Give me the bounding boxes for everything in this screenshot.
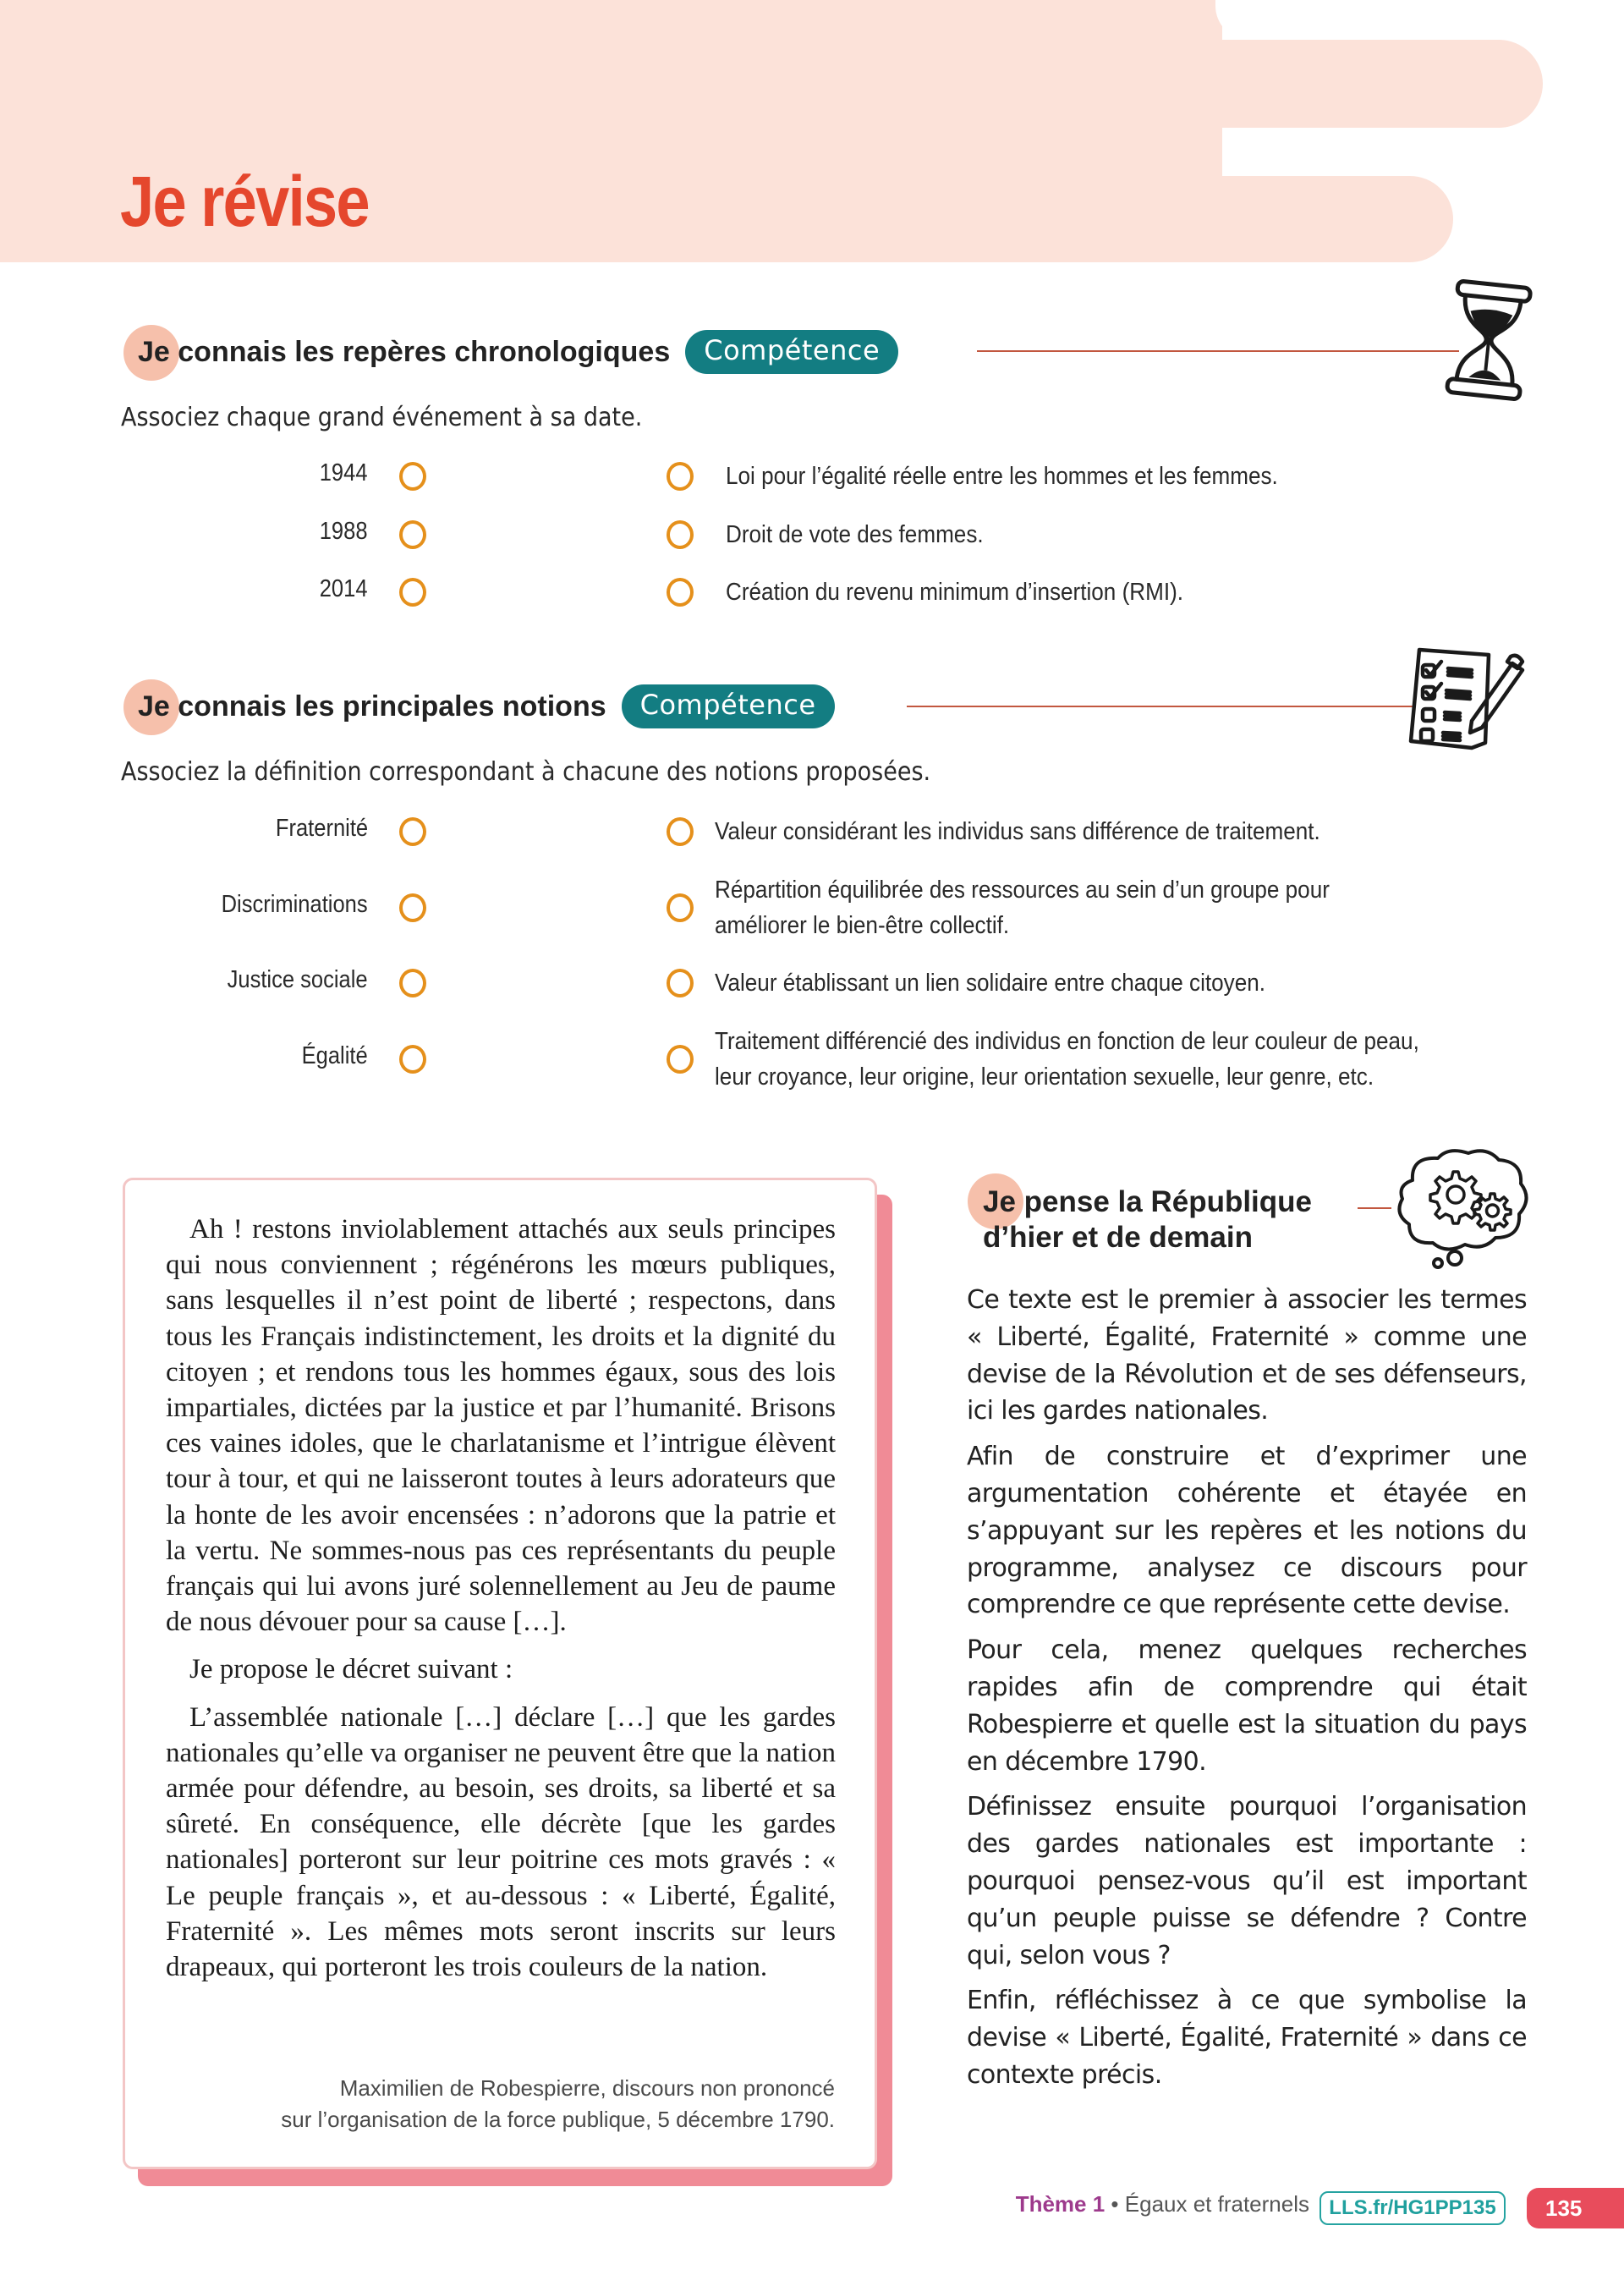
definition-anchor-ring[interactable] (667, 817, 694, 846)
body-paragraph: Définissez ensuite pourquoi l’organisation des gardes nationales est importante : pourquoi pensez-vous qu’il est important qu’un peuple puisse se défendre ? Contre qui, selon vous ? (967, 1792, 1527, 1970)
event-anchor-ring[interactable] (667, 462, 694, 491)
heading-prefix: Je (138, 335, 170, 368)
instruction-notions: Associez la définition correspondant à chacune des notions proposées. (121, 757, 931, 787)
definition-line: leur croyance, leur origine, leur orientation sexuelle, leur genre, etc. (715, 1063, 1374, 1091)
quote-source-line: Maximilien de Robespierre, discours non prononcé (339, 2075, 835, 2101)
definition-line: Valeur établissant un lien solidaire entre chaque citoyen. (715, 970, 1265, 997)
date-label: 1988 (320, 518, 368, 545)
notion-anchor-ring[interactable] (399, 817, 426, 846)
event-anchor-ring[interactable] (667, 520, 694, 549)
competence-badge: Compétence (685, 330, 898, 374)
definition-text (715, 814, 1320, 849)
date-label: 1944 (320, 459, 368, 486)
section-rule (907, 706, 1414, 707)
competence-badge: Compétence (622, 684, 835, 728)
definition-text (715, 872, 1330, 943)
theme-separator: • (1105, 2191, 1125, 2217)
section-rule (1358, 1207, 1391, 1209)
body-paragraph: Pour cela, menez quelques recherches rapides afin de comprendre qui était Robespierre et quelle est la situation du pays en décembre 1790. (967, 1635, 1527, 1777)
event-text: Loi pour l’égalité réelle entre les hommes et les femmes. (726, 463, 1278, 490)
definition-text (715, 1024, 1419, 1095)
date-label: 2014 (320, 575, 368, 602)
theme-label: Thème 1 (1015, 2191, 1106, 2217)
date-anchor-ring[interactable] (399, 462, 426, 491)
notion-label: Égalité (301, 1042, 368, 1069)
heading-text: pense la République (1015, 1185, 1313, 1218)
quote-text (166, 1212, 836, 1997)
section-heading-chrono (138, 330, 898, 374)
republique-body (967, 1282, 1527, 2102)
heading-text: connais les principales notions (169, 690, 606, 723)
notion-anchor-ring[interactable] (399, 893, 426, 922)
definition-text (715, 965, 1265, 1001)
heading-text: connais les repères chronologiques (169, 335, 671, 368)
quote-source (158, 2073, 835, 2135)
quote-paragraph: Ah ! restons inviolablement attachés aux seuls principes qui nous conviennent ; régénérons les mœurs publiques, sans lesquelles il n’est point de liberté ; respectons, dans tous les Français indistinctement, les droits et la dignité du citoyen ; et rendons tous les hommes égaux, sous des lois impartiales, dictées par la justice et par l’humanité. Brisons ces vaines idoles, que le charlatanisme et l’intrigue élèvent tour à tour, et qui ne laisseront toutes à leurs adorateurs que la honte de les avoir encensées : n’adorons que la patrie et la vertu. Ne sommes-nous pas ces représentants du peuple français qui lui avons juré solennellement au Jeu de paume de nous dévouer pour sa cause […]. (166, 1214, 836, 1638)
theme-name: Égaux et fraternels (1124, 2191, 1309, 2217)
notion-label: Fraternité (275, 815, 368, 842)
event-text: Création du revenu minimum d’insertion (RMI). (726, 579, 1184, 606)
definition-line: améliorer le bien-être collectif. (715, 912, 1010, 939)
instruction-chrono: Associez chaque grand événement à sa date. (121, 403, 643, 432)
notion-anchor-ring[interactable] (399, 969, 426, 997)
checklist-pencil-icon (1404, 636, 1531, 755)
heading-prefix: Je (983, 1185, 1016, 1218)
thought-bubble-gears-icon (1387, 1146, 1531, 1273)
section-heading-notions (138, 684, 835, 728)
notion-label: Justice sociale (228, 966, 368, 993)
lls-link[interactable]: LLS.fr/HG1PP135 (1320, 2191, 1506, 2225)
date-anchor-ring[interactable] (399, 520, 426, 549)
definition-line: Répartition équilibrée des ressources au sein d’un groupe pour (715, 876, 1330, 904)
heading-text-line2: d’hier et de demain (983, 1221, 1253, 1254)
body-paragraph: Enfin, réfléchissez à ce que symbolise la devise « Liberté, Égalité, Fraternité » dans ce contexte précis. (967, 1986, 1527, 2090)
quote-paragraph: Je propose le décret suivant : (189, 1654, 513, 1685)
notion-label: Discriminations (221, 891, 368, 918)
event-anchor-ring[interactable] (667, 578, 694, 607)
definition-anchor-ring[interactable] (667, 969, 694, 997)
definition-anchor-ring[interactable] (667, 893, 694, 922)
heading-prefix: Je (138, 690, 170, 723)
definition-line: Traitement différencié des individus en fonction de leur couleur de peau, (715, 1028, 1419, 1055)
body-paragraph: Ce texte est le premier à associer les termes « Liberté, Égalité, Fraternité » comme une devise de la Révolution et de ses défenseurs, ici les gardes nationales. (967, 1285, 1527, 1426)
event-text: Droit de vote des femmes. (726, 521, 984, 548)
section-heading-republique (983, 1184, 1312, 1256)
section-rule (977, 350, 1459, 352)
quote-source-line: sur l’organisation de la force publique, 5 décembre 1790. (281, 2107, 835, 2132)
page-number: 135 (1527, 2188, 1624, 2228)
footer-theme (1016, 2191, 1309, 2217)
page-title: Je révise (120, 162, 369, 241)
definition-anchor-ring[interactable] (667, 1045, 694, 1074)
notion-anchor-ring[interactable] (399, 1045, 426, 1074)
hourglass-icon (1442, 278, 1535, 404)
quote-paragraph: L’assemblée nationale […] déclare […] que les gardes nationales qu’elle va organiser ne peuvent être que la nation armée pour défendre, au besoin, ses droits, sa liberté et sa sûreté. En conséquence, elle décrète [que les gardes nationales] porteront sur leur poitrine ces mots gravés : « Le peuple français », et au-dessous : « Liberté, Égalité, Fraternité ». Les mêmes mots seront inscrits sur leurs drapeaux, qui porteront les trois couleurs de la nation. (166, 1701, 836, 1983)
date-anchor-ring[interactable] (399, 578, 426, 607)
definition-line: Valeur considérant les individus sans différence de traitement. (715, 818, 1320, 845)
body-paragraph: Afin de construire et d’exprimer une argumentation cohérente et étayée en s’appuyant sur les repères et les notions du programme, analysez ce discours pour comprendre ce que représente cette devise. (967, 1442, 1527, 1620)
